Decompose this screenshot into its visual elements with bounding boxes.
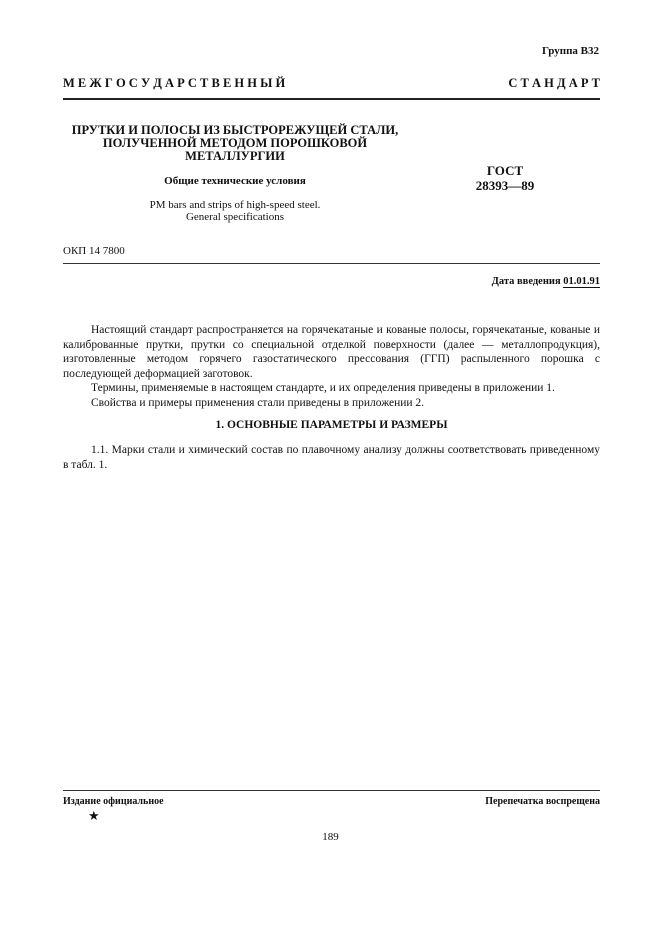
banner-left: М Е Ж Г О С У Д А Р С Т В Е Н Н Ы Й bbox=[63, 76, 286, 90]
title-line: ПОЛУЧЕННОЙ МЕТОДОМ ПОРОШКОВОЙ bbox=[102, 136, 368, 150]
date-value: 01.01.91 bbox=[563, 276, 600, 287]
group-code: Группа В32 bbox=[541, 45, 599, 57]
gost-label: ГОСТ bbox=[486, 163, 524, 178]
reprint-prohibited: Перепечатка воспрещена bbox=[485, 796, 600, 807]
gost-number: 28393—89 bbox=[475, 178, 535, 193]
english-title bbox=[70, 199, 400, 223]
okp-code: ОКП 14 7800 bbox=[63, 245, 125, 257]
title-line: ПРУТКИ И ПОЛОСЫ ИЗ БЫСТРОРЕЖУЩЕЙ СТАЛИ, bbox=[71, 123, 399, 137]
document-title bbox=[70, 124, 400, 163]
standard-banner bbox=[63, 76, 600, 91]
title-line: МЕТАЛЛУРГИИ bbox=[185, 149, 285, 163]
date-label: Дата введения bbox=[491, 276, 564, 287]
star-icon: ★ bbox=[88, 808, 100, 823]
paragraph: 1.1. Марки стали и химический состав по плавочному анализу должны соответствовать приведенному в табл. 1. bbox=[63, 444, 600, 471]
paragraph: Свойства и примеры применения стали приведены в приложении 2. bbox=[91, 396, 425, 409]
official-edition: Издание официальное bbox=[63, 796, 164, 807]
english-title-line: General specifications bbox=[185, 211, 285, 223]
banner-rule bbox=[63, 98, 600, 100]
paragraph: Настоящий стандарт распространяется на горячекатаные и кованые полосы, горячекатаные, кованые и калиброванные прутки, прутки со специальной отделкой поверхности (далее — металлопродукция), изготовленные методом горячего газостатического прессования (ГГП) распыленного порошка с последующей деформацией заготовок. bbox=[63, 324, 600, 380]
section-text bbox=[63, 443, 600, 472]
okp-rule bbox=[63, 263, 600, 264]
intro-text bbox=[63, 323, 600, 410]
introduction-date bbox=[492, 276, 600, 287]
section-heading: 1. ОСНОВНЫЕ ПАРАМЕТРЫ И РАЗМЕРЫ bbox=[215, 419, 448, 431]
page-number: 189 bbox=[322, 831, 339, 843]
gost-designation bbox=[460, 163, 550, 193]
banner-right: С Т А Н Д А Р Т bbox=[508, 76, 600, 90]
footer-rule bbox=[63, 790, 600, 791]
english-title-line: PM bars and strips of high-speed steel. bbox=[149, 199, 321, 211]
paragraph: Термины, применяемые в настоящем стандарте, и их определения приведены в приложении 1. bbox=[91, 382, 555, 394]
document-subtitle: Общие технические условия bbox=[164, 175, 306, 187]
